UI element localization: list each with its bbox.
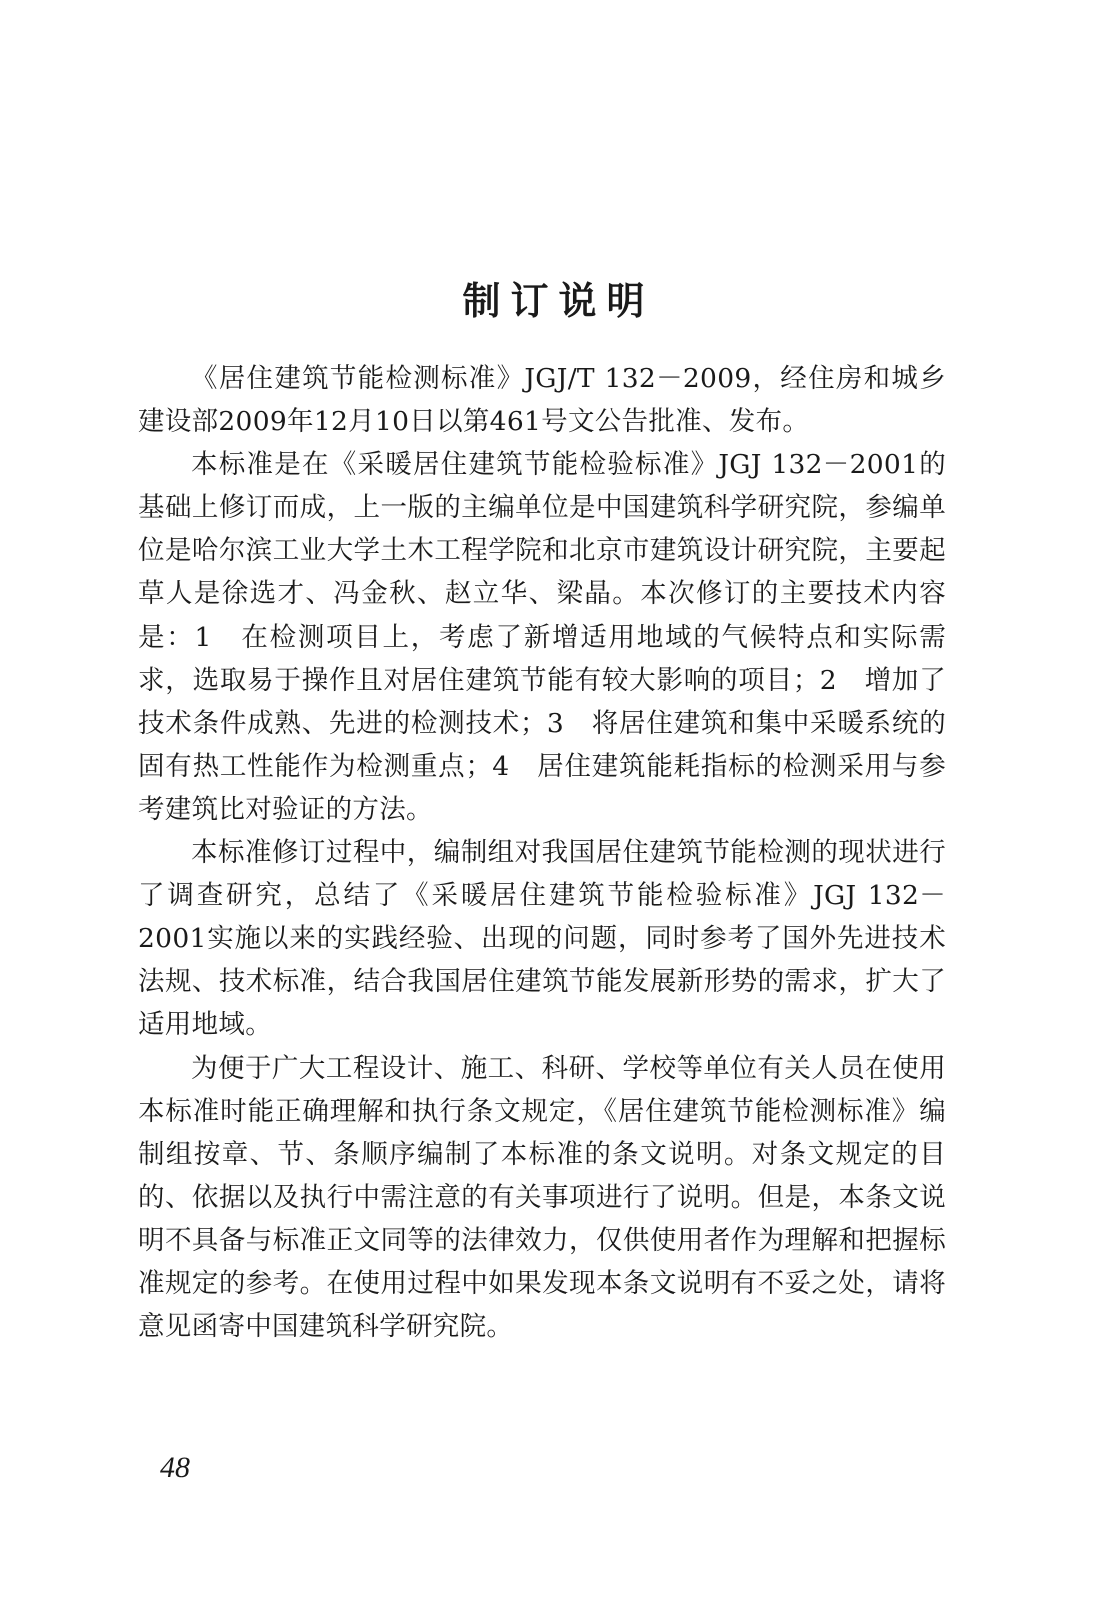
- page-title: 制订说明: [462, 279, 655, 324]
- document-body: [138, 357, 946, 1348]
- paragraph-approval: 《居住建筑节能检测标准》JGJ/T 132－2009，经住房和城乡建设部2009年12月10日以第461号文公告批准、发布。: [138, 363, 946, 438]
- paragraph-revision-process: 本标准修订过程中，编制组对我国居住建筑节能检测的现状进行了调查研究，总结了《采暖居住建筑节能检验标准》JGJ 132－2001实施以来的实践经验、出现的问题，同时参考了国外先进技术法规、技术标准，结合我国居住建筑节能发展新形势的需求，扩大了适用地域。: [138, 837, 946, 1041]
- page-number: 48: [160, 1451, 190, 1484]
- paragraph-usage-note: 为便于广大工程设计、施工、科研、学校等单位有关人员在使用本标准时能正确理解和执行条文规定，《居住建筑节能检测标准》编制组按章、节、条顺序编制了本标准的条文说明。对条文规定的目的、依据以及执行中需注意的有关事项进行了说明。但是，本条文说明不具备与标准正文同等的法律效力，仅供使用者作为理解和把握标准规定的参考。在使用过程中如果发现本条文说明有不妥之处，请将意见函寄中国建筑科学研究院。: [138, 1052, 946, 1343]
- paragraph-revision-basis: 本标准是在《采暖居住建筑节能检验标准》JGJ 132－2001的基础上修订而成，上一版的主编单位是中国建筑科学研究院，参编单位是哈尔滨工业大学土木工程学院和北京市建筑设计研究院，主要起草人是徐选才、冯金秋、赵立华、梁晶。本次修订的主要技术内容是：1 在检测项目上，考虑了新增适用地域的气候特点和实际需求，选取易于操作且对居住建筑节能有较大影响的项目；2 增加了技术条件成熟、先进的检测技术；3 将居住建筑和集中采暖系统的固有热工性能作为检测重点；4 居住建筑能耗指标的检测采用与参考建筑比对验证的方法。: [138, 449, 946, 825]
